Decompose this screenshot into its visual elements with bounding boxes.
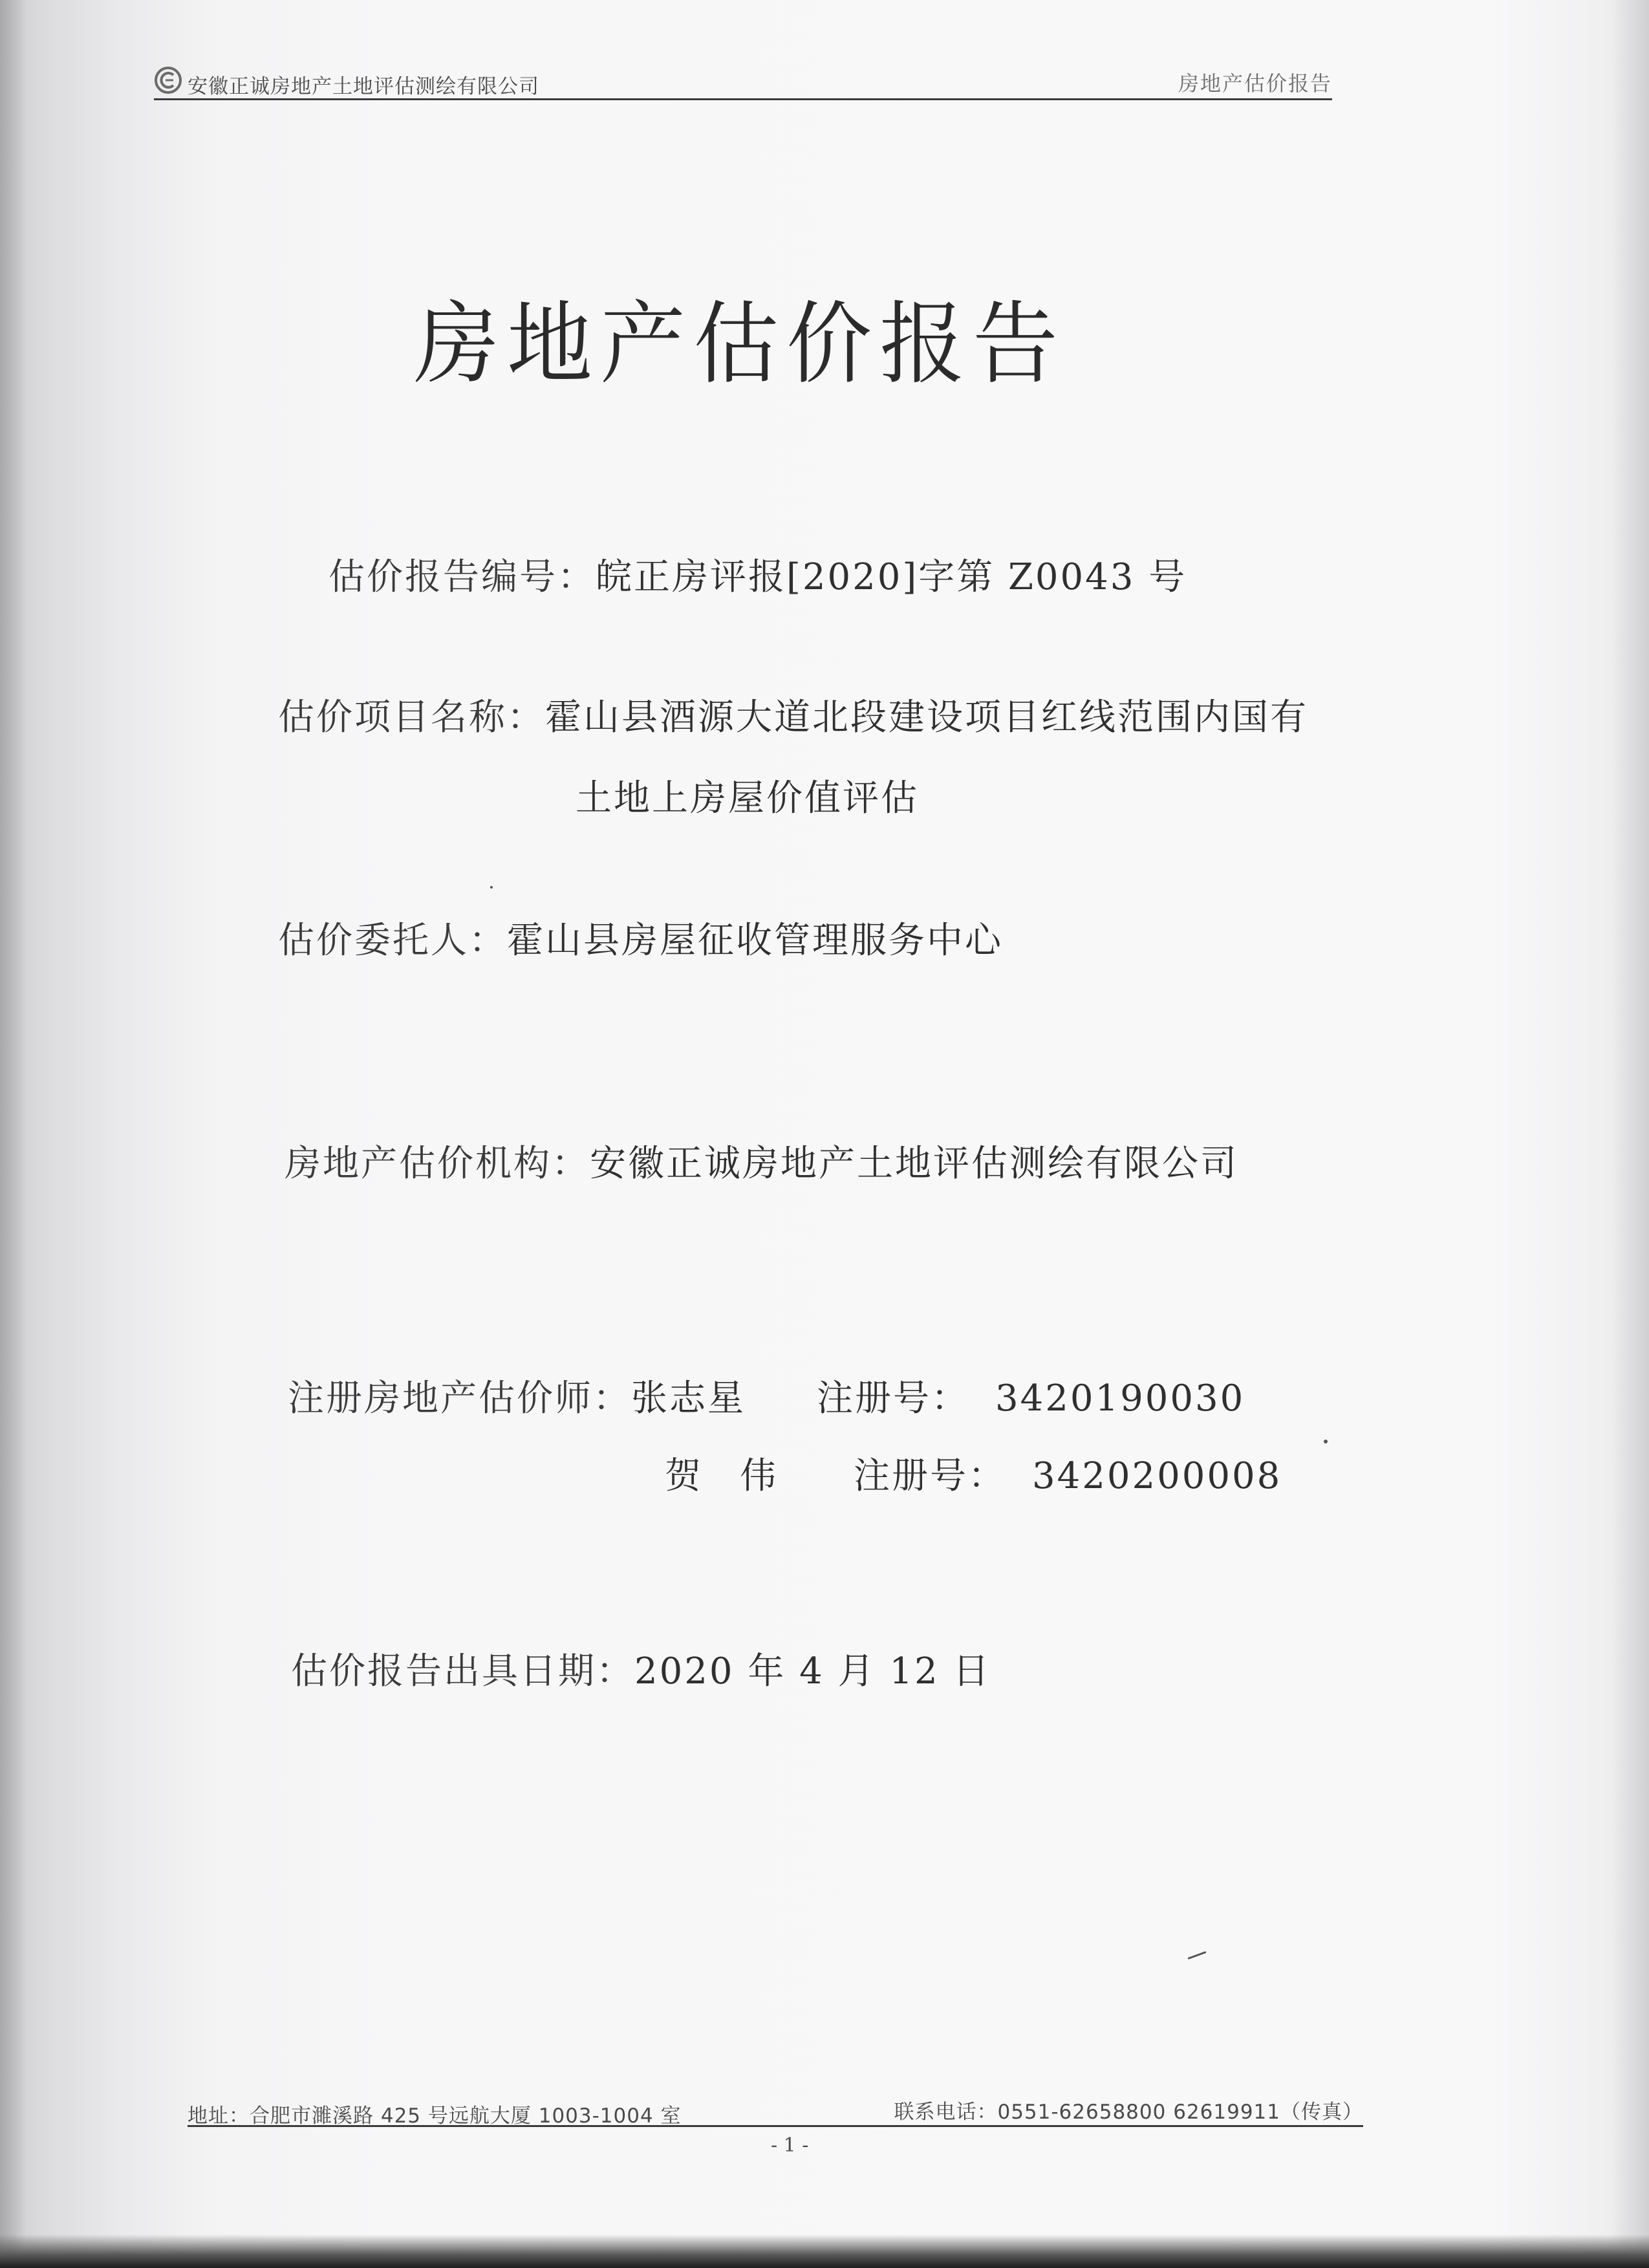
issue-date-field	[291, 1643, 991, 1694]
page-edge-shadow	[1610, 0, 1649, 2268]
issue-date-value: 2020 年 4 月 12 日	[634, 1650, 991, 1692]
page-title: 房地产估价报告	[414, 292, 1066, 397]
scan-bottom-edge	[0, 2234, 1649, 2268]
scan-speck	[490, 886, 493, 889]
header-document-type: 房地产估价报告	[1178, 71, 1332, 96]
project-name-value-line2: 土地上房屋价值评估	[576, 777, 919, 819]
binding-shadow	[0, 0, 26, 2268]
registration-label: 注册号：	[854, 1455, 1006, 1497]
client-label: 估价委托人：	[278, 920, 507, 962]
scan-speck	[1324, 1440, 1328, 1443]
project-name-field	[278, 689, 1308, 740]
footer-address: 地址：合肥市濉溪路 425 号远航大厦 1003-1004 室	[188, 2104, 682, 2128]
company-logo-icon	[154, 66, 182, 94]
client-value: 霍山县房屋征收管理服务中心	[507, 920, 1003, 962]
report-number-label: 估价报告编号：	[329, 556, 596, 598]
agency-field	[285, 1135, 1238, 1187]
appraiser-row	[288, 1370, 1245, 1421]
page-footer	[188, 2094, 1363, 2127]
agency-value: 安徽正诚房地产土地评估测绘有限公司	[590, 1143, 1238, 1185]
issue-date-label: 估价报告出具日期：	[291, 1650, 634, 1692]
client-field	[278, 912, 1003, 964]
registration-label: 注册号：	[817, 1377, 969, 1420]
registration-number: 3420190030	[995, 1377, 1245, 1420]
page-header	[154, 65, 1332, 100]
registration-number: 3420200008	[1032, 1455, 1282, 1497]
appraiser-name: 贺伟	[665, 1455, 815, 1497]
agency-label: 房地产估价机构：	[285, 1143, 590, 1185]
project-name-label: 估价项目名称：	[278, 697, 545, 739]
footer-contact: 联系电话：0551-62658800 62619911（传真）	[894, 2101, 1363, 2124]
report-number-value: 皖正房评报[2020]字第 Z0043 号	[596, 556, 1187, 598]
appraiser-name: 张志星	[631, 1377, 746, 1420]
project-name-value-line1: 霍山县酒源大道北段建设项目红线范围内国有	[545, 697, 1308, 739]
appraiser-label: 注册房地产估价师：	[288, 1377, 631, 1420]
project-name-continuation	[576, 770, 919, 821]
header-company-name: 安徽正诚房地产土地评估测绘有限公司	[188, 75, 539, 98]
page-number: - 1 -	[771, 2134, 809, 2157]
report-number-field	[329, 548, 1187, 600]
appraiser-row	[665, 1447, 1282, 1499]
